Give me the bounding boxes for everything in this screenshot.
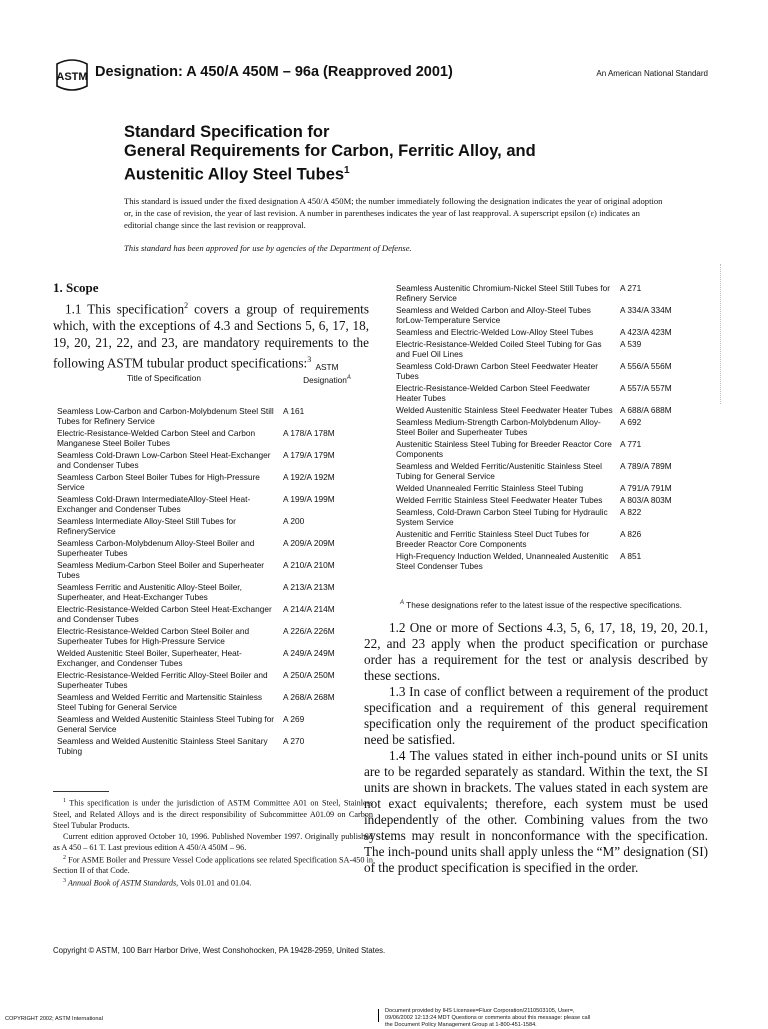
spec-title: Seamless Carbon Steel Boiler Tubes for High-Pressure Service [57,472,260,492]
table-row [396,507,716,527]
spec-designation: A 209/A 209M [283,538,335,548]
spec-title: Seamless Ferritic and Austenitic Alloy-Steel Boiler, Superheater, and Heat-Exchanger Tubes [57,582,242,602]
spec-title: Seamless Low-Carbon and Carbon-Molybdenum Steel Still Tubes for Refinery Service [57,406,274,426]
table-header-designation: ASTM Designation$^A$ [303,362,351,385]
spec-designation: A 192/A 192M [283,472,335,482]
spec-designation: A 789/A 789M [620,461,672,471]
spec-title: Seamless Medium-Carbon Steel Boiler and Superheater Tubes [57,560,265,580]
spec-title: Electric-Resistance-Welded Ferritic Alloy-Steel Boiler and Superheater Tubes [57,670,268,690]
table-row [57,472,377,492]
spec-designation: A 214/A 214M [283,604,335,614]
spec-designation: A 161 [283,406,305,416]
spec-designation: A 423/A 423M [620,327,672,337]
title-footnote-mark: 1 [344,165,350,176]
spec-title: Seamless Cold-Drawn Carbon Steel Feedwater Heater Tubes [396,361,598,381]
spec-designation: A 226/A 226M [283,626,335,636]
logo-text: ASTM [56,71,88,83]
table-row [57,406,377,426]
spec-designation: A 688/A 688M [620,405,672,415]
spec-designation: A 791/A 791M [620,483,672,493]
table-row [57,538,377,558]
spec-title: Electric-Resistance-Welded Carbon Steel Feedwater Heater Tubes [396,383,590,403]
table-row [396,339,716,359]
footnote-2: $^2$ For ASME Boiler and Pressure Vessel Code applications see related Specification SA-450 in Section II of that Code. [53,854,373,876]
astm-logo [53,58,91,92]
footnote-rule [53,791,109,792]
national-standard-label: An American National Standard [596,69,708,78]
copyright-line: Copyright © ASTM, 100 Barr Harbor Drive, West Conshohocken, PA 19428-2959, United States. [53,946,386,955]
spec-designation: A 557/A 557M [620,383,672,393]
table-row [57,582,377,602]
table-row [57,450,377,470]
table-row [396,405,716,415]
table-row [57,714,377,734]
table-row [396,551,716,571]
table-row [396,495,716,505]
title-line-3: Austenitic Alloy Steel Tubes$^1$ [124,165,350,184]
spec-title: Seamless and Welded Ferritic/Austenitic Stainless Steel Tubing for General Service [396,461,602,481]
table-row [396,383,716,403]
spec-title: Seamless Cold-Drawn IntermediateAlloy-Steel Heat-Exchanger and Condenser Tubes [57,494,251,514]
copyright-2002: COPYRIGHT 2002; ASTM International [5,1016,103,1022]
table-row [396,283,716,303]
section-heading-scope: 1. Scope [53,280,99,295]
spec-title: Seamless and Welded Ferritic and Martensitic Stainless Steel Tubing for General Service [57,692,263,712]
license-bar [378,1009,379,1022]
spec-designation: A 556/A 556M [620,361,672,371]
spec-title: Seamless Austenitic Chromium-Nickel Steel Still Tubes for Refinery Service [396,283,610,303]
spec-table-right [396,283,716,573]
spec-designation: A 213/A 213M [283,582,335,592]
table-row [396,461,716,481]
footnote-1: $^1$ This specification is under the jurisdiction of ASTM Committee A01 on Steel, Stainless Steel, and Related Alloys and is the direct responsibility of Subcommittee A01.09 on Carbon Steel Tubular Products. [53,798,373,830]
spec-title: Seamless Carbon-Molybdenum Alloy-Steel Boiler and Superheater Tubes [57,538,255,558]
table-footnote: $^A$ These designations refer to the latest issue of the respective specifications. [400,600,682,610]
spec-title: Seamless and Electric-Welded Low-Alloy Steel Tubes [396,327,594,337]
spec-title: Seamless Medium-Strength Carbon-Molybdenum Alloy-Steel Boiler and Superheater Tubes [396,417,601,437]
spec-designation: A 249/A 249M [283,648,335,658]
issued-note: This standard is issued under the fixed designation A 450/A 450M; the number immediately following the designation indicates the year of original adoption or, in the case of revision, the year of last revision. A number in parentheses indicates the year of last reapproval. A superscript epsilon (ε) indicates an editorial change since the last revision or reapproval. [124,196,663,230]
spec-title: Electric-Resistance-Welded Carbon Steel and Carbon Manganese Steel Boiler Tubes [57,428,256,448]
spec-designation: A 179/A 179M [283,450,335,460]
right-column-text [364,620,708,876]
spec-title: Welded Austenitic Stainless Steel Feedwater Heater Tubes [396,405,613,415]
spec-title: Welded Unannealed Ferritic Stainless Steel Tubing [396,483,584,493]
footnote-3: $^3$ Annual Book of ASTM Standards, Vols 01.01 and 01.04. [63,878,252,889]
table-row [57,692,377,712]
paragraph-1-4: 1.4 The values stated in either inch-pound units or SI units are to be regarded separately as standard. Within the text, the SI units are shown in brackets. The values stated in each system are not exact equivalents; therefore, each system must be used independently of the other. Combining values from the two systems may result in nonconformance with the specification. The inch-pound units shall apply unless the “M” designation (SI) of the product specification is specified in the order. [364,748,708,875]
spec-title: Seamless and Welded Austenitic Stainless Steel Tubing for General Service [57,714,275,734]
designation: Designation: A 450/A 450M – 96a (Reapproved 2001) [95,64,453,80]
table-row [57,516,377,536]
footnotes [53,796,373,889]
spec-designation: A 269 [283,714,305,724]
table-header-title: Title of Specification [127,373,201,383]
spec-designation: A 199/A 199M [283,494,335,504]
paragraph-1-2: 1.2 One or more of Sections 4.3, 5, 6, 17, 18, 19, 20, 20.1, 22, and 23 apply when the product specification or purchase order has a requirement for the test or analysis described by these sections. [364,620,708,683]
spec-title: High-Frequency Induction Welded, Unannealed Austenitic Steel Condenser Tubes [396,551,609,571]
title-line-2: General Requirements for Carbon, Ferritic Alloy, and [124,142,536,160]
table-row [57,736,377,756]
spec-designation: A 268/A 268M [283,692,335,702]
spec-designation: A 803/A 803M [620,495,672,505]
paragraph-1-3: 1.3 In case of conflict between a requirement of the product specification and a requirement of this general requirement specification only the requirement of the product specification need be satisfied. [364,684,708,747]
spec-title: Electric-Resistance-Welded Carbon Steel Boiler and Superheater Tubes for High-Pressure Service [57,626,250,646]
spec-title: Seamless Intermediate Alloy-Steel Still Tubes for RefineryService [57,516,236,536]
spec-title: Electric-Resistance-Welded Coiled Steel Tubing for Gas and Fuel Oil Lines [396,339,602,359]
spec-table-left [57,406,377,758]
table-row [57,428,377,448]
spec-title: Electric-Resistance-Welded Carbon Steel Heat-Exchanger and Condenser Tubes [57,604,272,624]
spec-designation: A 210/A 210M [283,560,335,570]
table-row [396,327,716,337]
spec-designation: A 200 [283,516,305,526]
table-row [396,483,716,493]
document-title [124,123,684,185]
spec-title: Seamless and Welded Austenitic Stainless Steel Sanitary Tubing [57,736,268,756]
spec-title: Welded Austenitic Steel Boiler, Superheater, Heat-Exchanger, and Condenser Tubes [57,648,242,668]
paragraph-1-1: 1.1 This specification$^2$ covers a group of requirements which, with the exceptions of 4.3 and Sections 5, 6, 17, 18, 19, 20, 21, 22, and 23, are mandatory requirements to the following ASTM tubular product specifications:$^3$ [53,301,369,371]
footnote-1-edition: Current edition approved October 10, 1996. Published November 1997. Originally published as A 450 – 61 T. Last previous edition A 450/A 450M – 96. [53,831,373,852]
spec-title: Austenitic and Ferritic Stainless Steel Duct Tubes for Breeder Reactor Core Components [396,529,590,549]
spec-designation: A 270 [283,736,305,746]
spec-designation: A 271 [620,283,642,293]
table-row [396,439,716,459]
spec-designation: A 826 [620,529,642,539]
title-line-1: Standard Specification for [124,123,330,141]
spec-designation: A 771 [620,439,642,449]
spec-title: Seamless, Cold-Drawn Carbon Steel Tubing for Hydraulic System Service [396,507,608,527]
table-row [57,626,377,646]
table-row [57,604,377,624]
table-row [396,361,716,381]
spec-designation: A 250/A 250M [283,670,335,680]
table-row [57,560,377,580]
spec-designation: A 539 [620,339,642,349]
defense-note: This standard has been approved for use by agencies of the Department of Defense. [124,243,412,253]
table-row [396,417,716,437]
spec-title: Seamless Cold-Drawn Low-Carbon Steel Heat-Exchanger and Condenser Tubes [57,450,271,470]
spec-title: Seamless and Welded Carbon and Alloy-Steel Tubes forLow-Temperature Service [396,305,591,325]
table-row [396,529,716,549]
spec-title: Austenitic Stainless Steel Tubing for Breeder Reactor Core Components [396,439,612,459]
spec-designation: A 822 [620,507,642,517]
spec-designation: A 178/A 178M [283,428,335,438]
table-row [57,670,377,690]
spec-title: Welded Ferritic Stainless Steel Feedwater Heater Tubes [396,495,603,505]
spec-designation: A 851 [620,551,642,561]
table-row [57,648,377,668]
table-row [57,494,377,514]
table-row [396,305,716,325]
spec-designation: A 334/A 334M [620,305,672,315]
margin-marks [720,264,724,404]
license-notice: Document provided by IHS Licensee=Fluor Corporation/2110503105, User=, 09/06/2002 12:13:24 MDT Questions or comments about this message: please call the Document Policy Management Group at 1-800-451-1584. [385,1008,591,1028]
spec-designation: A 692 [620,417,642,427]
